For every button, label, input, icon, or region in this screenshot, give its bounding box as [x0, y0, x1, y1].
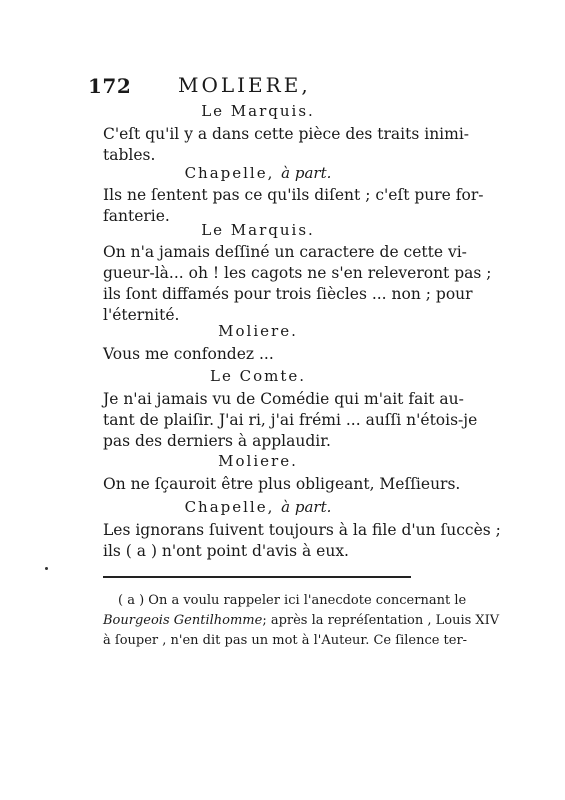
footnote-line: à ſouper , n'en dit pas un mot à l'Auteur. Ce ſilence ter-	[103, 633, 468, 648]
text-line: On n'a jamais deſſiné un caractere de cette vi-	[103, 243, 467, 261]
speaker-heading	[88, 164, 428, 182]
speaker-heading	[88, 498, 428, 516]
text-line: fanterie.	[103, 207, 170, 225]
ink-speck	[45, 567, 48, 570]
footnote-line: ( a ) On a voulu rappeler ici l'anecdote concernant le	[118, 593, 467, 608]
text-line: Vous me confondez ...	[103, 345, 274, 363]
speaker-name: Chapelle,	[184, 164, 275, 182]
speaker-heading	[88, 452, 428, 470]
page-header	[88, 72, 428, 98]
speaker-name: Chapelle,	[184, 498, 275, 516]
stage-direction: à part.	[281, 498, 332, 516]
text-line: ils ſont diffamés pour trois ſiècles ... non ; pour	[103, 285, 473, 303]
speaker-heading	[88, 322, 428, 340]
stage-direction: à part.	[281, 164, 332, 182]
footnote-line	[103, 612, 499, 630]
speaker-heading	[88, 367, 428, 385]
text-line: C'eſt qu'il y a dans cette pièce des traits inimi-	[103, 125, 470, 143]
speaker-heading	[88, 221, 428, 239]
speaker-name: Le Marquis.	[201, 102, 315, 120]
page-number: 172	[88, 74, 132, 98]
text-line: On ne ſçauroit être plus obligeant, Meſſieurs.	[103, 475, 461, 493]
footnote-italic-title: Bourgeois Gentilhomme	[103, 613, 263, 628]
speaker-name: Le Comte.	[209, 367, 306, 385]
speaker-name: Moliere.	[218, 452, 298, 470]
text-line: ils ( a ) n'ont point d'avis à eux.	[103, 542, 349, 560]
text-line: Ils ne ſentent pas ce qu'ils diſent ; c'eſt pure for-	[103, 186, 484, 204]
text-line: Je n'ai jamais vu de Comédie qui m'ait fait au-	[103, 390, 464, 408]
text-line: l'éternité.	[103, 306, 180, 324]
footnote-rule	[103, 576, 411, 578]
text-line: tant de plaiſir. J'ai ri, j'ai frémi ... auſſi n'étois-je	[103, 411, 478, 429]
text-line: Les ignorans ſuivent toujours à la file d'un ſuccès ;	[103, 521, 501, 539]
speaker-name: Le Marquis.	[201, 221, 315, 239]
running-title: MOLIERE,	[178, 73, 311, 97]
speaker-name: Moliere.	[218, 322, 298, 340]
text-line: gueur-là... oh ! les cagots ne s'en releveront pas ;	[103, 264, 492, 282]
footnote-text: ; après la repréſentation , Louis XIV	[262, 613, 500, 628]
text-line: pas des derniers à applaudir.	[103, 432, 331, 450]
text-line: tables.	[103, 146, 156, 164]
speaker-heading	[88, 102, 428, 120]
